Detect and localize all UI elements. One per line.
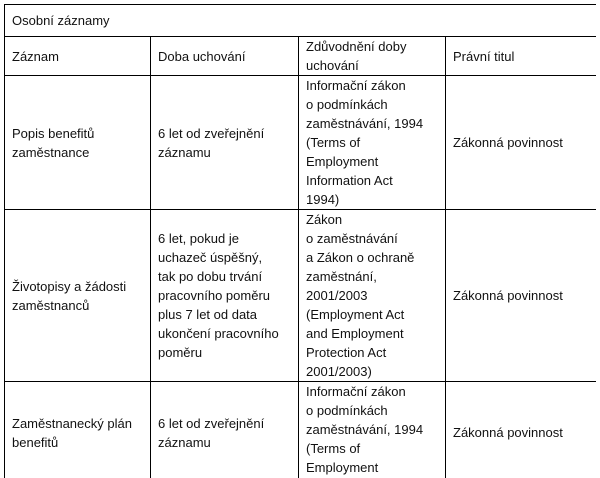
table-row [5, 76, 597, 210]
cell-legal-basis: Zákonná povinnost [446, 382, 597, 478]
table-row [5, 210, 597, 382]
records-table [4, 4, 596, 478]
cell-justification: Zákon o zaměstnávání a Zákon o ochraně zaměstnání, 2001/2003 (Employment Act and Employment Protection Act 2001/2003) [299, 210, 446, 382]
cell-legal-basis: Zákonná povinnost [446, 210, 597, 382]
cell-record: Zaměstnanecký plán benefitů [5, 382, 151, 478]
cell-justification: Informační zákon o podmínkách zaměstnávání, 1994 (Terms of Employment [306, 384, 424, 475]
column-header-justification-text: Zdůvodnění doby uchování [306, 39, 407, 73]
column-header-legal-basis: Právní titul [446, 37, 597, 76]
column-header-justification [299, 37, 446, 76]
table-caption-row [5, 5, 597, 37]
column-header-record: Záznam [5, 37, 151, 76]
cell-legal-basis: Zákonná povinnost [446, 76, 597, 210]
table-header-row [5, 37, 597, 76]
cell-record: Životopisy a žádosti zaměstnanců [5, 210, 151, 382]
cell-justification: Informační zákon o podmínkách zaměstnávání, 1994 (Terms of Employment Information Act 1994) [299, 76, 446, 210]
cell-retention: 6 let od zveřejnění záznamu [151, 382, 299, 478]
cell-retention: 6 let od zveřejnění záznamu [151, 76, 299, 210]
cell-justification-wrapper [299, 382, 446, 478]
table-row [5, 382, 597, 478]
records-document [4, 4, 596, 478]
cell-record: Popis benefitů zaměstnance [5, 76, 151, 210]
column-header-retention: Doba uchování [151, 37, 299, 76]
table-caption: Osobní záznamy [5, 5, 597, 37]
cell-retention: 6 let, pokud je uchazeč úspěšný, tak po dobu trvání pracovního poměru plus 7 let od data ukončení pracovního poměru [151, 210, 299, 382]
